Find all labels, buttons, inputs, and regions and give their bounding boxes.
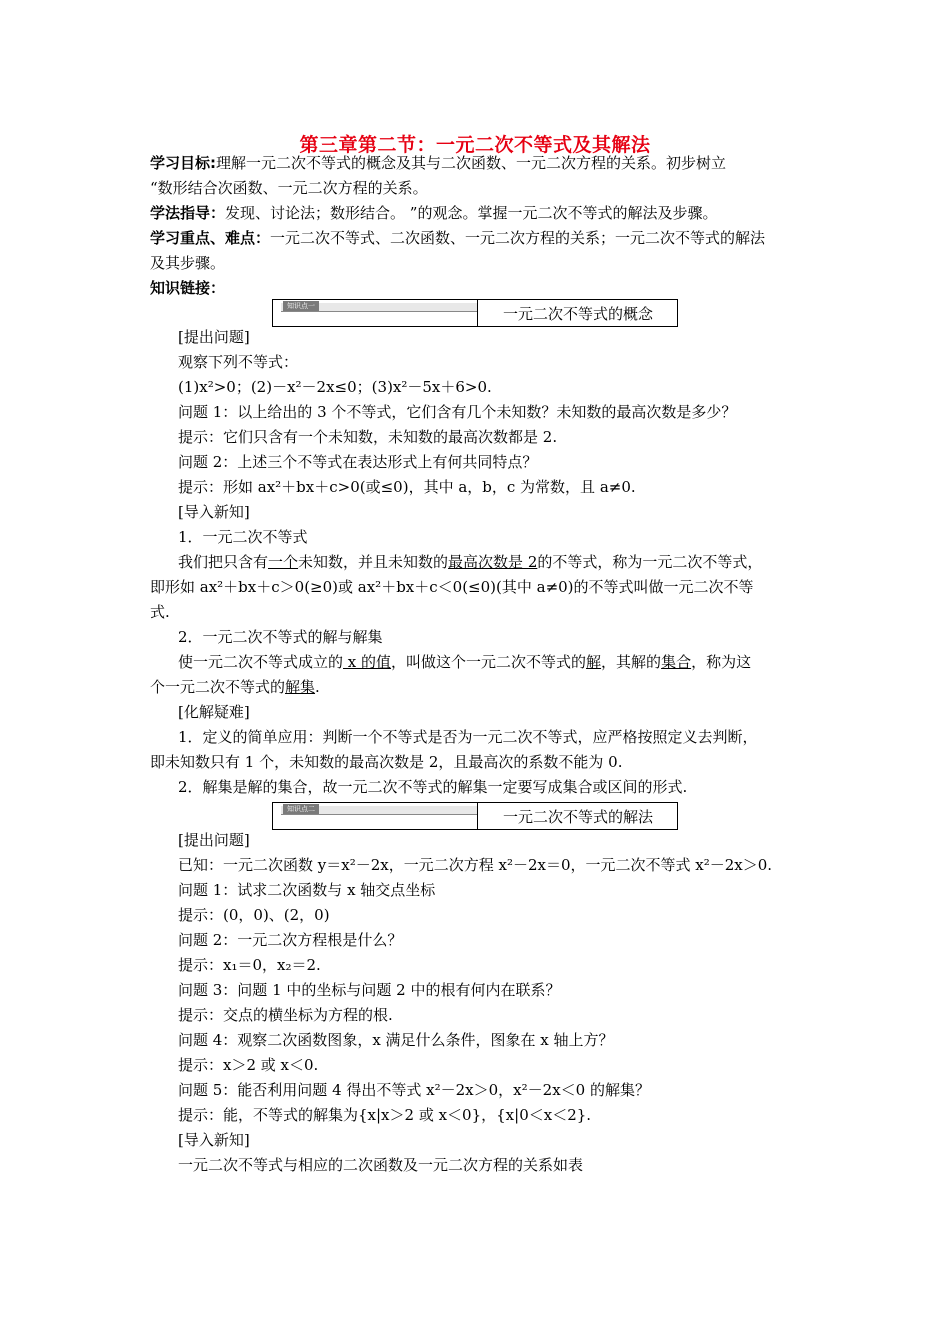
def-text-c: 的不等式，称为一元二次不等式，	[537, 553, 763, 571]
s2-hint-5: 提示：能，不等式的解集为{x|x＞2 或 x＜0}，{x|0＜x＜2}.	[178, 1106, 592, 1124]
sol-text-b: ，叫做这个一元二次不等式的	[391, 653, 587, 671]
method-line	[150, 203, 810, 223]
sol-text-f: .	[315, 678, 320, 696]
method-text: 发现、讨论法；数形结合。 ”的观念。掌握一元二次不等式的解法及步骤。	[225, 204, 718, 222]
key-text: 一元二次不等式、二次函数、一元二次方程的关系；一元二次不等式的解法	[270, 229, 766, 247]
difficulty-1-line-1: 1．定义的简单应用：判断一个不等式是否为一元二次不等式，应严格按照定义去判断，	[178, 728, 758, 746]
def-underline-2: 最高次数是 2	[448, 553, 538, 571]
sol-underline-2: 解	[586, 653, 602, 671]
hint-1: 提示：它们只含有一个未知数，未知数的最高次数都是 2.	[178, 428, 558, 446]
def-text-b: 未知数，并且未知数的	[298, 553, 449, 571]
sol-text-d: ，称为这	[691, 653, 752, 671]
goal-text: 理解一元二次不等式的概念及其与二次函数、一元二次方程的关系。初步树立	[216, 154, 727, 172]
s2-question-4: 问题 4：观察二次函数图象，x 满足什么条件，图象在 x 轴上方？	[178, 1031, 614, 1049]
method-label: 学法指导：	[150, 204, 226, 222]
key-line-2: 及其步骤。	[150, 254, 226, 272]
knowledge-name-1: 一元二次不等式的概念	[502, 305, 653, 323]
heading-2: 2．一元二次不等式的解与解集	[178, 628, 383, 646]
def-text-a: 我们把只含有	[178, 553, 269, 571]
sol-text-e: 个一元二次不等式的	[150, 678, 286, 696]
s2-hint-4: 提示：x＞2 或 x＜0.	[178, 1056, 319, 1074]
known-line: 已知：一元二次函数 y＝x²－2x，一元二次方程 x²－2x＝0，一元二次不等式 x²－2x＞0.	[178, 856, 773, 874]
knowledge-box-1	[272, 299, 678, 327]
sol-underline-4: 解集	[285, 678, 316, 696]
sol-underline-1: x 的值	[343, 653, 392, 671]
sol-text-c: ，其解的	[601, 653, 662, 671]
raise-question-1: [提出问题]	[178, 328, 250, 346]
question-2: 问题 2：上述三个不等式在表达形式上有何共同特点？	[178, 453, 538, 471]
hint-2: 提示：形如 ax²＋bx＋c>0(或≤0)，其中 a，b，c 为常数，且 a≠0.	[178, 478, 636, 496]
knowledge-box-2	[272, 802, 678, 830]
goal-line-2: “数形结合次函数、一元二次方程的关系。	[150, 179, 428, 197]
solution-line-2	[150, 677, 810, 697]
s2-hint-2: 提示：x₁＝0，x₂＝2.	[178, 956, 321, 974]
definition-line-3: 式.	[150, 603, 170, 621]
definition-line-2: 即形如 ax²＋bx＋c＞0(≥0)或 ax²＋bx＋c＜0(≤0)(其中 a≠0)的不等式叫做一元二次不等	[150, 578, 754, 596]
goal-label: 学习目标:	[150, 154, 216, 172]
def-underline-1: 一个	[268, 553, 299, 571]
knowledge-name-2: 一元二次不等式的解法	[502, 808, 653, 826]
key-line	[150, 228, 810, 248]
link-label: 知识链接：	[150, 279, 226, 297]
knowledge-tab-2	[281, 806, 477, 815]
difficulty-1-line-2: 即未知数只有 1 个，未知数的最高次数是 2，且最高次的系数不能为 0.	[150, 753, 623, 771]
knowledge-tab-label-1: 知识点一	[283, 301, 319, 311]
s2-question-1: 问题 1：试求二次函数与 x 轴交点坐标	[178, 881, 436, 899]
relation-table-intro: 一元二次不等式与相应的二次函数及一元二次方程的关系如表	[178, 1156, 584, 1174]
s2-hint-1: 提示：(0，0)、(2，0)	[178, 906, 330, 924]
heading-1: 1．一元二次不等式	[178, 528, 308, 546]
s2-question-5: 问题 5：能否利用问题 4 得出不等式 x²－2x＞0，x²－2x＜0 的解集？	[178, 1081, 650, 1099]
definition-line-1	[178, 552, 838, 572]
intro-new-1: [导入新知]	[178, 503, 250, 521]
sol-underline-3: 集合	[661, 653, 692, 671]
s2-question-3: 问题 3：问题 1 中的坐标与问题 2 中的根有何内在联系？	[178, 981, 561, 999]
solution-line-1	[178, 652, 838, 672]
key-label: 学习重点、难点：	[150, 229, 271, 247]
goal-line	[150, 153, 810, 173]
s2-question-2: 问题 2：一元二次方程根是什么？	[178, 931, 403, 949]
page-title: 第三章第二节：一元二次不等式及其解法	[299, 134, 651, 156]
intro-new-2: [导入新知]	[178, 1131, 250, 1149]
inequalities-line: (1)x²>0；(2)－x²－2x≤0；(3)x²－5x＋6>0.	[178, 378, 492, 396]
sol-text-a: 使一元二次不等式成立的	[178, 653, 344, 671]
s2-hint-3: 提示：交点的横坐标为方程的根.	[178, 1006, 393, 1024]
raise-question-2: [提出问题]	[178, 831, 250, 849]
observe-line: 观察下列不等式：	[178, 353, 299, 371]
knowledge-tab-1	[281, 303, 477, 312]
difficulty-2: 2．解集是解的集合，故一元二次不等式的解集一定要写成集合或区间的形式.	[178, 778, 688, 796]
question-1: 问题 1：以上给出的 3 个不等式，它们含有几个未知数？未知数的最高次数是多少？	[178, 403, 737, 421]
resolve-difficulty: [化解疑难]	[178, 703, 250, 721]
knowledge-tab-label-2: 知识点二	[283, 804, 319, 814]
